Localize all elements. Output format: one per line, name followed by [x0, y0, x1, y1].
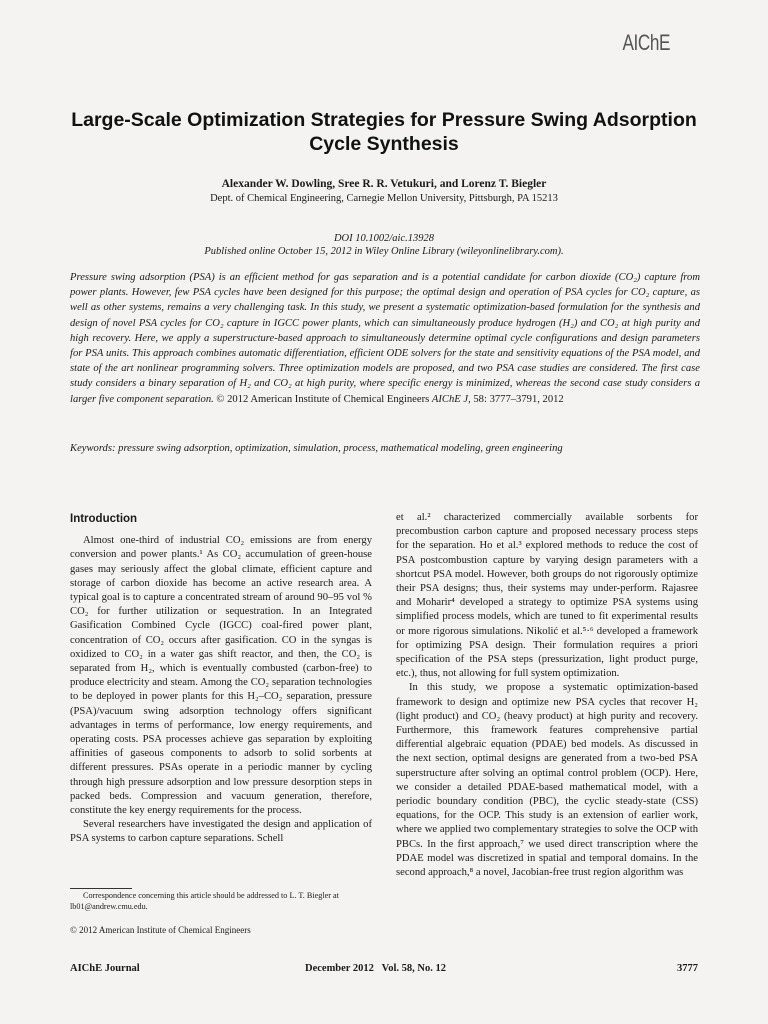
- section-heading: Introduction: [70, 513, 138, 525]
- doi[interactable]: DOI 10.1002/aic.13928: [333, 233, 435, 244]
- footer-page-number: 3777: [677, 963, 698, 974]
- paper-title: Large-Scale Optimization Strategies for Pressure Swing Adsorption Cycle Synthesis: [71, 109, 697, 155]
- abstract: [70, 270, 700, 407]
- copyright-notice: © 2012 American Institute of Chemical Engineers: [70, 925, 251, 935]
- abstract-copyright: © 2012 American Institute of Chemical Engineers: [213, 393, 432, 405]
- abstract-citation: 58: 3777–3791, 2012: [470, 393, 564, 405]
- paragraph: Almost one-third of industrial CO₂ emissions are from energy conversion and power plants.¹ As CO₂ accumulation of green-house gases may seriously affect the global climate, efficient capture and storage of carbon dioxide has become an active research area. A typical goal is to capture a concentrated stream of around 90–95 vol % CO₂ for further utilization or sequestration. In an Integrated Gasification Combined Cycle (IGCC) coal-fired power plant, concentration of CO₂ occurs after gasification. CO in the syngas is oxidized to CO₂ in a water gas shift reactor, and then, the CO₂ is separated from H₂, which is eventually combusted (carbon-free) to produce electricity and steam. Among the CO₂ separation technologies to be deployed in power plants for this H₂–CO₂ separation, pressure (PSA)/vacuum swing adsorption technology offers significant advantages in terms of performance, low energy requirements, and operating costs. PSA processes achieve gas separation by exploiting affinities of gaseous components to adsorb to solid sorbents at different pressures. PSAs operate in a periodic manner by cycling through high pressure adsorption and low pressure desorption steps in packed beds. Compression and vacuum generation, therefore, constitute the key energy requirements for the process.: [70, 535, 372, 817]
- right-column: [396, 511, 698, 880]
- correspondence-note: Correspondence concerning this article should be addressed to L. T. Biegler at lb01@andrew.cmu.edu.: [70, 891, 339, 911]
- paragraph: Several researchers have investigated the design and application of PSA systems to carbon capture separations. Schell: [70, 819, 372, 845]
- abstract-body: Pressure swing adsorption (PSA) is an efficient method for gas separation and is a potential candidate for carbon dioxide (CO₂) capture from power plants. However, few PSA cycles have been designed for this purpose; the optimal design and operation of PSA cycles for CO₂ capture, as well as other systems, remains a very challenging task. In this study, we present a systematic optimization-based formulation for the synthesis and design of novel PSA cycles for CO₂ capture in IGCC power plants, which can simultaneously produce hydrogen (H₂) and CO₂ at high purity and high recovery. Here, we apply a superstructure-based approach to simultaneously determine optimal cycle configurations and design parameters for PSA units. This approach combines automatic differentiation, efficient ODE solvers for the state and sensitivity equations of the PSA model, and state of the art nonlinear programming solvers. Three optimization models are proposed, and two PSA case studies are considered. The first case study considers a binary separation of H₂ and CO₂ at high purity, where specific energy is minimized, whereas the second case study considers a larger five component separation.: [70, 272, 700, 405]
- paragraph: In this study, we propose a systematic optimization-based framework to design and optimize new PSA cycles that recover H₂ (light product) and CO₂ (heavy product) at high purity and recovery. Furthermore, this framework features comprehensive partial differential algebraic equation (PDAE) bed models. As discussed in the next section, optimal designs are generated from a two-bed PSA superstructure after solving an optimal control problem (OCP). Here, we consider a detailed PDAE-based mathematical model, with a periodic boundary condition (PBC), the cyclic steady-state (CSS) equations, for the OCP. This study is an extension of earlier work, where we applied two complementary strategies to solve the OCP with PBCs. In the first approach,⁷ we used direct transcription where the PDAE model was discretized in spatial and temporal domains. In the second approach,⁸ a novel, Jacobian-free trust region algorithm was: [396, 682, 698, 879]
- publication-note: Published online October 15, 2012 in Wiley Online Library (wileyonlinelibrary.com).: [204, 246, 564, 257]
- authors: Alexander W. Dowling, Sree R. R. Vetukuri, and Lorenz T. Biegler: [221, 178, 547, 190]
- affiliation: Dept. of Chemical Engineering, Carnegie Mellon University, Pittsburgh, PA 15213: [210, 193, 558, 204]
- paragraph: et al.² characterized commercially available sorbents for precombustion carbon capture and proposed necessary process steps for the separation. Ho et al.³ explored methods to reduce the cost of PSA postcombustion capture by varying design parameters with a shortcut PSA model. However, both groups do not rigorously optimize their PSA designs; thus, their systems may under-perform. Rajasree and Moharir⁴ developed a strategy to optimize PSA systems using simplified process models, which are tuned to fit experimental results or more rigorous simulations. Nikolić et al.⁵·⁶ developed a framework for optimizing PSA design. Their formulation requires a priori specification of the PSA steps (pressurization, light product purge, etc.), thus, not allowing for full system optimization.: [396, 512, 698, 680]
- keywords: Keywords: pressure swing adsorption, optimization, simulation, process, mathematical modeling, green engineering: [70, 443, 563, 454]
- footnote-rule: [70, 888, 132, 889]
- footer-journal: AIChE Journal: [70, 963, 140, 974]
- journal-logo: AIChE: [622, 30, 670, 55]
- left-column: [70, 508, 372, 847]
- footer-issue: December 2012 Vol. 58, No. 12: [305, 963, 446, 974]
- abstract-journal: AIChE J,: [431, 393, 471, 405]
